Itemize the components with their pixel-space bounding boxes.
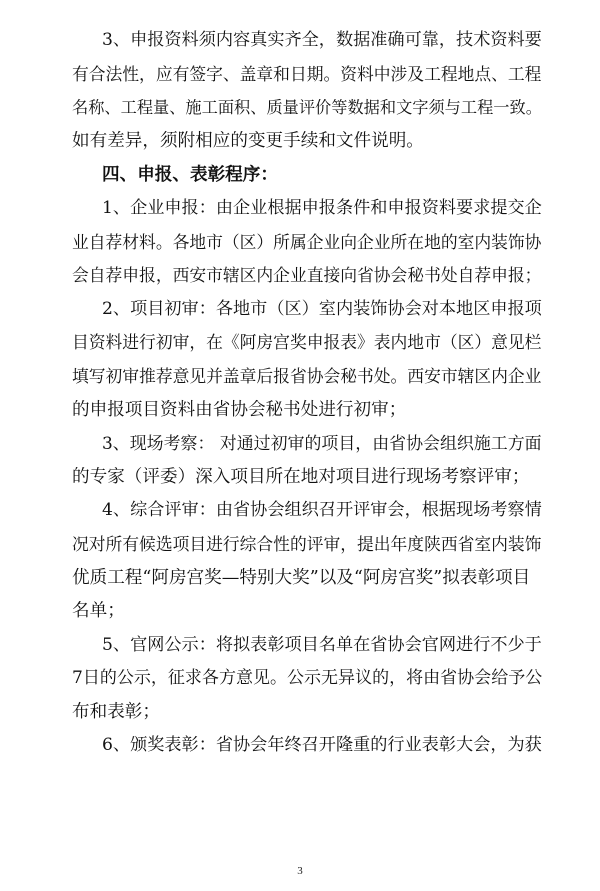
text-line: 6、颁奖表彰：省协会年终召开隆重的行业表彰大会，为获 — [102, 735, 542, 756]
text-line: 况对所有候选项目进行综合性的评审，提出年度陕西省室内装饰 — [72, 533, 542, 554]
text-line: 目资料进行初审，在《阿房宫奖申报表》表内地市（区）意见栏 — [72, 332, 542, 353]
section-heading: 四、申报、表彰程序： — [102, 164, 278, 186]
text-line: 如有差异，须附相应的变更手续和文件说明。 — [72, 130, 424, 151]
text-line: 的专家（评委）深入项目所在地对项目进行现场考察评审； — [72, 466, 530, 487]
text-line: 1、企业申报：由企业根据申报条件和申报资料要求提交企 — [102, 197, 542, 218]
text-line: 优质工程“阿房宫奖—特别大奖”以及“阿房宫奖”拟表彰项目 — [72, 567, 531, 588]
document-body — [72, 24, 542, 763]
text-line: 5、官网公示：将拟表彰项目名单在省协会官网进行不少于 — [102, 634, 542, 655]
text-line: 填写初审推荐意见并盖章后报省协会秘书处。西安市辖区内企业 — [72, 365, 542, 386]
text-line: 名单； — [72, 601, 125, 622]
page-number: 3 — [297, 865, 303, 877]
text-line: 名称、工程量、施工面积、质量评价等数据和文字须与工程一致。 — [72, 98, 542, 118]
text-line: 有合法性，应有签字、盖章和日期。资料中涉及工程地点、工程 — [72, 63, 542, 84]
text-line: 布和表彰； — [72, 701, 160, 722]
text-line: 会自荐申报，西安市辖区内企业直接向省协会秘书处自荐申报； — [72, 265, 542, 286]
text-line: 的申报项目资料由省协会秘书处进行初审； — [72, 399, 407, 420]
text-line: 4、综合评审：由省协会组织召开评审会，根据现场考察情 — [102, 500, 542, 521]
text-line: 2、项目初审：各地市（区）室内装饰协会对本地区申报项 — [102, 298, 542, 319]
text-line: 业自荐材料。各地市（区）所属企业向企业所在地的室内装饰协 — [72, 231, 542, 252]
text-line: 3、现场考察： 对通过初审的项目，由省协会组织施工方面 — [102, 433, 542, 454]
text-line: 7日的公示，征求各方意见。公示无异议的，将由省协会给予公 — [72, 668, 543, 689]
text-line: 3、申报资料须内容真实齐全，数据准确可靠，技术资料要 — [102, 30, 542, 50]
